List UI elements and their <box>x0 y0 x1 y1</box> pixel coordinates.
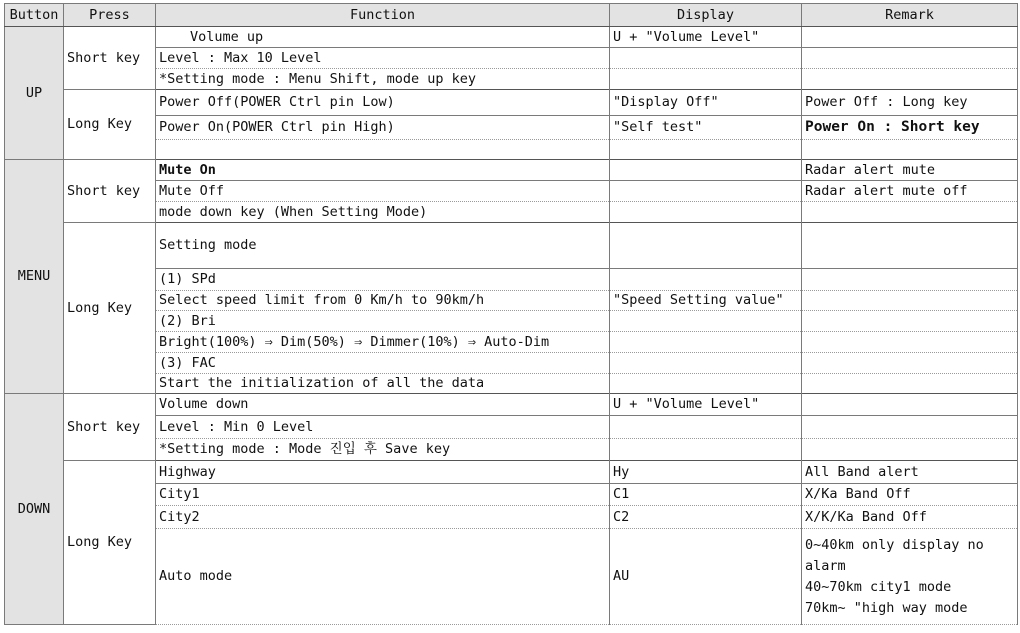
remark-cell <box>802 439 1018 461</box>
remark-cell: All Band alert <box>802 461 1018 484</box>
function-cell: Power On(POWER Ctrl pin High) <box>156 116 610 140</box>
display-cell: Hy <box>610 461 802 484</box>
header-function: Function <box>156 4 610 27</box>
remark-cell <box>802 202 1018 223</box>
remark-cell <box>802 69 1018 90</box>
function-cell: Mute On <box>156 160 610 181</box>
display-cell <box>610 374 802 394</box>
function-cell: Level : Min 0 Level <box>156 416 610 439</box>
function-cell: Mute Off <box>156 181 610 202</box>
function-cell: City1 <box>156 484 610 506</box>
function-cell: *Setting mode : Mode 진입 후 Save key <box>156 439 610 461</box>
remark-cell: X/Ka Band Off <box>802 484 1018 506</box>
function-cell: Power Off(POWER Ctrl pin Low) <box>156 90 610 116</box>
display-cell <box>610 353 802 374</box>
table-row <box>5 374 1018 394</box>
display-cell <box>610 269 802 291</box>
function-cell: (1) SPd <box>156 269 610 291</box>
function-cell: Auto mode <box>156 529 610 625</box>
remark-cell <box>802 140 1018 160</box>
table-row <box>5 269 1018 291</box>
remark-cell <box>802 311 1018 332</box>
remark-cell <box>802 27 1018 48</box>
table-row <box>5 140 1018 160</box>
table-row <box>5 202 1018 223</box>
remark-cell <box>802 353 1018 374</box>
display-cell <box>610 202 802 223</box>
table-row <box>5 484 1018 506</box>
function-cell: Highway <box>156 461 610 484</box>
table-row <box>5 69 1018 90</box>
press-cell: Short key <box>64 160 156 223</box>
header-row <box>5 4 1018 27</box>
table-row <box>5 394 1018 416</box>
display-cell <box>610 439 802 461</box>
display-cell <box>610 48 802 69</box>
table-row <box>5 48 1018 69</box>
function-cell: (3) FAC <box>156 353 610 374</box>
display-cell: AU <box>610 529 802 625</box>
display-cell: "Speed Setting value" <box>610 291 802 311</box>
remark-cell <box>802 332 1018 353</box>
remark-cell <box>802 291 1018 311</box>
function-cell: mode down key (When Setting Mode) <box>156 202 610 223</box>
function-cell: Start the initialization of all the data <box>156 374 610 394</box>
display-cell <box>610 223 802 269</box>
table-row <box>5 461 1018 484</box>
table-row <box>5 160 1018 181</box>
display-cell <box>610 416 802 439</box>
function-cell: Level : Max 10 Level <box>156 48 610 69</box>
table-row <box>5 353 1018 374</box>
press-cell: Long Key <box>64 461 156 625</box>
function-cell: (2) Bri <box>156 311 610 332</box>
display-cell: "Display Off" <box>610 90 802 116</box>
press-cell: Short key <box>64 27 156 90</box>
function-cell: *Setting mode : Menu Shift, mode up key <box>156 69 610 90</box>
display-cell: U + "Volume Level" <box>610 27 802 48</box>
function-cell <box>156 140 610 160</box>
table-row <box>5 181 1018 202</box>
display-cell <box>610 140 802 160</box>
function-cell: Select speed limit from 0 Km/h to 90km/h <box>156 291 610 311</box>
table-row <box>5 27 1018 48</box>
function-cell: Volume up <box>156 27 610 48</box>
display-cell: C2 <box>610 506 802 529</box>
function-cell: Bright(100%) ⇒ Dim(50%) ⇒ Dimmer(10%) ⇒ Auto-Dim <box>156 332 610 353</box>
remark-cell: Radar alert mute <box>802 160 1018 181</box>
remark-cell <box>802 394 1018 416</box>
header-remark: Remark <box>802 4 1018 27</box>
display-cell <box>610 332 802 353</box>
table-row <box>5 506 1018 529</box>
button-function-table <box>4 3 1018 625</box>
header-display: Display <box>610 4 802 27</box>
remark-cell <box>802 269 1018 291</box>
button-cell-menu: MENU <box>5 160 64 394</box>
button-cell-up: UP <box>5 27 64 160</box>
display-cell <box>610 160 802 181</box>
function-cell: Volume down <box>156 394 610 416</box>
table-row <box>5 332 1018 353</box>
press-cell: Long Key <box>64 90 156 160</box>
remark-cell: Power Off : Long key <box>802 90 1018 116</box>
display-cell <box>610 181 802 202</box>
display-cell <box>610 69 802 90</box>
table-row <box>5 529 1018 625</box>
remark-cell <box>802 416 1018 439</box>
table-row <box>5 116 1018 140</box>
display-cell: "Self test" <box>610 116 802 140</box>
remark-cell: X/K/Ka Band Off <box>802 506 1018 529</box>
function-cell: Setting mode <box>156 223 610 269</box>
table-row <box>5 223 1018 269</box>
display-cell <box>610 311 802 332</box>
remark-cell: 0~40km only display no alarm 40~70km city1 mode 70km~ "high way mode <box>802 529 1018 625</box>
table-row <box>5 291 1018 311</box>
table-row <box>5 311 1018 332</box>
header-button: Button <box>5 4 64 27</box>
table-row <box>5 90 1018 116</box>
remark-cell <box>802 374 1018 394</box>
remark-cell <box>802 223 1018 269</box>
remark-cell: Radar alert mute off <box>802 181 1018 202</box>
display-cell: U + "Volume Level" <box>610 394 802 416</box>
press-cell: Short key <box>64 394 156 461</box>
table-row <box>5 439 1018 461</box>
remark-cell <box>802 48 1018 69</box>
header-press: Press <box>64 4 156 27</box>
table-row <box>5 416 1018 439</box>
function-cell: City2 <box>156 506 610 529</box>
display-cell: C1 <box>610 484 802 506</box>
press-cell: Long Key <box>64 223 156 394</box>
remark-cell: Power On : Short key <box>802 116 1018 140</box>
button-cell-down: DOWN <box>5 394 64 625</box>
